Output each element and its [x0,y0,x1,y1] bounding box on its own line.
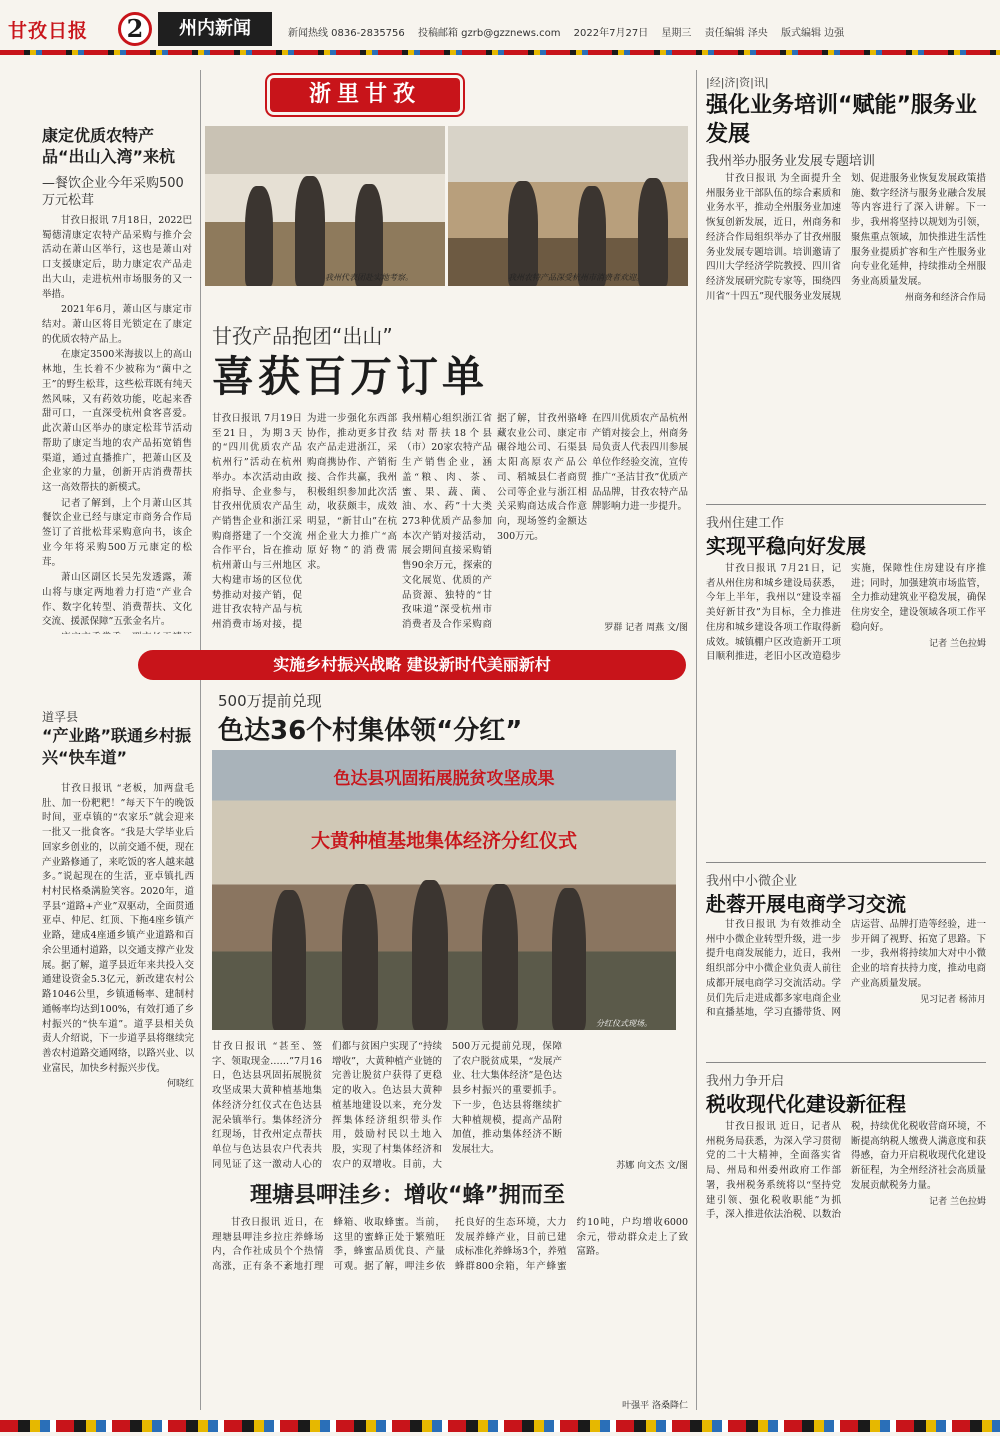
seda-col-2: 们都与贫困户实现了“持续增收”，大黄种植产业链的完善让脱贫户获得了更稳定的收入。色达县大黄种植基地建设以来，充分发挥集体经济组织带头作用，鼓励村民以土地入股，实现了村集体经济和农户的双增收。目前，大 [332,1041,442,1170]
daofu-kicker: 道孚县 [42,710,79,724]
rural-revitalization-banner: 实施乡村振兴战略 建设新时代美丽新村 [138,650,686,680]
hotline: 新闻热线 0836-2835756 [288,28,405,39]
divider [706,862,986,863]
person-figure [482,884,518,1030]
ceremony-sign-line-2: 大黄种植基地集体经济分红仪式 [310,830,577,852]
paragraph: 甘孜日报讯 为全面提升全州服务业干部队伍的综合素质和业务水平，推动全州服务业加速恢复创新发展，近日，州商务和经济合作局组织举办了甘孜州服务业发展专题培训。培训邀请了四川大学经济学院教授、四川省经济发展研究院专家等，围绕四川省“十四五”现代服务业发展规划、促进服务业恢复发展政策措施、数字经济与服务业融合发展等内容进行了深入讲解。下一步，我州将坚持以规划为引领，聚焦重点领域，加快推进生活性服务业提质扩容和生产性服务业向专业化延伸，持续推动全州服务业高质量发展。 [706,173,986,302]
column-rule [696,70,697,1410]
ecommerce-headline: 赴蓉开展电商学习交流 [706,892,906,916]
paragraph: 2021年6月，萧山区与康定市结对。萧山区将目光锁定在了康定的优质农特产品上。 [42,304,192,345]
daofu-body [42,782,194,1392]
ganzi-col-4: 据了解，甘孜州骆峰藏农业公司、康定市碾谷地公司、石渠县太阳高原农产品公司、稻城县仁者商贸公司等企业与浙江相关采购商达成合作意向，现场签约金额达300万元。 [497,413,587,542]
masthead [0,0,1000,56]
masthead-stripe [0,50,1000,55]
ecommerce-byline: 见习记者 杨沛月 [920,994,986,1005]
kangding-headline: 康定优质农特产品“出山入湾”来杭 [42,126,176,166]
housing-kicker: 我州住建工作 [706,516,785,531]
ceremony-sign-line-1: 色达县巩固拓展脱贫攻坚成果 [333,769,555,789]
economic-news-tag: |经|济|资|讯| [706,76,769,89]
zheli-ganzi-banner: 浙里甘孜 [270,78,460,112]
paragraph [42,631,192,634]
tax-byline: 记者 兰色拉姆 [929,1196,986,1207]
training-headline: 强化业务培训“赋能”服务业发展 [706,93,977,147]
paragraph: 甘孜日报讯 为有效推动全州中小微企业转型升级，进一步提升电商发展能力，近日，我州组织部分中小微企业负责人前往成都开展电商学习交流活动。学员们先后走进成都多家电商企业和直播基地，学习直播带货、网店运营、品牌打造等经验，进一步开阔了视野、拓宽了思路。下一步，我州将持续加大对中小微企业的培育扶持力度，推动电商产业高质量发展。 [706,919,986,1019]
ganzi-headline: 喜获百万订单 [212,352,489,401]
training-body [706,172,986,492]
seda-byline: 苏娜 向文杰 文/图 [616,1161,688,1171]
paragraph: 甘孜日报讯 近日，在理塘县呷洼乡拉庄养蜂场内，合作社成员个个热情高涨，正有条不紊地打理蜂箱、收取蜂蜜。当前，这里的蜜蜂正处于繁殖旺季，蜂蜜品质优良、产量可观。据了解，呷洼乡依托良好的生态环境，大力发展养蜂产业，目前已建成标准化养蜂场3个，养殖蜂群800余箱，年产蜂蜜约10吨，户均增收6000余元，带动群众走上了致富路。 [212,1217,688,1273]
training-subtitle: 我州举办服务业发展专题培训 [706,154,876,169]
litang-headline: 理塘县呷洼乡：增收“蜂”拥而至 [250,1183,565,1208]
seda-kicker: 500万提前兑现 [218,692,322,710]
person-figure [638,178,668,286]
kangding-subtitle: —餐饮企业今年采购500万元松茸 [42,176,184,208]
litang-byline: 叶强平 洛桑降仁 [622,1401,688,1411]
paragraph: 甘孜日报讯 近日，记者从州税务局获悉，为深入学习贯彻党的二十大精神，全面落实省局、州局和州委州政府工作部署，我州税务系统将以“坚持党建引领、强化税收职能”为抓手，深入推进依法治税、以数治税，持续优化税收营商环境，不断提高纳税人缴费人满意度和获得感，奋力开启税收现代化建设新征程，为全州经济社会高质量发展贡献税务力量。 [706,1121,986,1221]
newspaper-name: 甘孜日报 [8,20,89,42]
masthead-meta [288,24,854,39]
person-figure [295,176,325,286]
daofu-byline: 何晓红 [166,1079,194,1090]
ecommerce-body [706,918,986,1053]
page-number: 2 [118,12,152,46]
ganzi-col-1: 甘孜日报讯 7月19日至21日，为期3天的“四川优质农产品杭州行”活动在杭州举办。本次活动由政府指导、企业参与，甘孜州优质农产品生产销售企业和浙江采购商搭建了一个交流合作平台，旨在推动杭州萧山与三州地区大构建市场的区位优势推动对接产销，促进甘孜农特产品与杭州消费市场对接，提 [212,413,302,631]
paragraph: 萧山区副区长吴先发透露，萧山将与康定两地着力打造“产业合作、数字化转型、消费帮扶、文化交流、援派保障”五张金名片。 [42,572,192,628]
person-figure [355,184,383,286]
person-figure [272,890,306,1030]
person-figure [245,186,273,286]
ganzi-byline: 罗群 记者 周燕 文/图 [604,623,688,633]
ganzi-col-5: 在四川优质农产品杭州产销对接会上，州商务局负责人代表四川参展单位作经验交流，宣传推广“圣洁甘孜”优质产品品牌，甘孜农特产品牌影响力进一步提升。 [592,413,688,513]
photo-consumers [448,126,688,286]
daofu-headline [42,708,202,768]
divider [706,504,986,505]
photo-inspection [205,126,445,286]
ganzi-kicker: 甘孜产品抱团“出山” [212,324,393,348]
paragraph: 甘孜日报讯 “老板，加两盘毛肚、加一份粑粑！”每天下午的晚饭时间，亚卓镇的“农家乐”就会迎来一批又一批食客。“我是大学毕业后回家乡创业的，以前交通不便，现在产业路修通了，来吃饭的客人越来越多。”说起现在的生活，亚卓镇扎西村村民格桑满脸笑容。2020年，道孚县“道路+产业”双驱动，全面贯通亚卓、仲尼、红顶、下拖4座乡镇产业路，建成4座通乡镇产业道路和百余公里通村道路，以交通支撑产业发展。据了解，道孚县近年来共投入交通建设资金5.3亿元，新改建农村公路1046公里，乡镇通畅率、建制村通畅率均达到100%，有效打通了乡村振兴的“快车道”。道孚县相关负责人介绍说，下一步道孚县将继续完善农村道路交通网络，以路兴业、以业富民，加快乡村振兴步伐。 [42,783,194,1074]
person-figure [552,888,586,1030]
person-figure [578,186,606,286]
designer: 版式编辑 边强 [780,28,845,39]
date: 2022年7月27日 [573,28,649,39]
photo-caption: 我州农特产品深受杭州市消费者欢迎。 [508,273,644,282]
person-figure [412,880,448,1030]
paragraph: 甘孜日报讯 7月18日，2022巴蜀德清康定农特产品采购与推介会活动在萧山区举行，这也是萧山对口支援康定后，助力康定农产品走出大山，走进杭州市场服务的又一举措。 [42,215,192,300]
person-figure [342,884,378,1030]
seda-col-1: 甘孜日报讯 “甚至、签字、领取现金……”7月16日，色达县巩固拓展脱贫攻坚成果大黄种植基地集体经济分红仪式在色达县泥朵镇举行。集体经济分红现场，甘孜州定点帮扶单位与色达县农户代表共同见证了这一激动人心的 [212,1041,322,1170]
seda-headline: 色达36个村集体领“分红” [218,716,523,746]
litang-body [212,1216,688,1386]
training-byline: 州商务和经济合作局 [904,292,986,303]
kangding-body [42,214,192,634]
housing-byline: 记者 兰色拉姆 [929,638,986,649]
editor: 责任编辑 泽央 [704,28,768,39]
photo-caption: 我州代表团赴实地考察。 [325,273,413,282]
section-name: 州内新闻 [158,12,272,46]
weekday: 星期三 [661,28,692,39]
daofu-title: “产业路”联通乡村振兴“快车道” [42,726,192,767]
ganzi-col-2: 为进一步强化东西部协作，推动更多甘孜农产品走进浙江，采购商携协作、产销衔接、合作共赢，我州积极组织参加此次活动，收获颇丰，成效明显，“新甘山”在杭州企业大力推广“高原好物”的消费需求。 [307,413,397,572]
tax-kicker: 我州力争开启 [706,1074,785,1089]
divider [706,1062,986,1063]
footer-stripe [0,1420,1000,1432]
person-figure [508,181,538,286]
ecommerce-kicker: 我州中小微企业 [706,874,798,889]
paragraph: 甘孜日报讯 7月21日，记者从州住房和城乡建设局获悉，今年上半年，我州以“建设幸福美好新甘孜”为目标，全力推进住房和城乡建设各项工作取得新成效。城镇棚户区改造新开工项目顺利推进，老旧小区改造稳步实施，保障性住房建设有序推进；同时，加强建筑市场监管，全力推动建筑业平稳发展，确保住房安全，建设领域各项工作平稳向好。 [706,563,986,663]
tax-headline: 税收现代化建设新征程 [706,1092,906,1116]
photo-caption: 分红仪式现场。 [596,1019,652,1028]
email: 投稿邮箱 gzrb@gzznews.com [417,28,561,39]
photo-dividend-ceremony [212,750,676,1030]
seda-col-3: 500万元提前兑现，保障了农户脱贫成果，“发展产业、壮大集体经济”是色达县乡村振兴的重要抓手。下一步，色达县将继续扩大种植规模，提高产品附加值，推动集体经济不断发展壮大。 [452,1041,562,1156]
paragraph: 记者了解到，上个月萧山区其餐饮企业已经与康定市商务合作局签订了首批松茸采购意向书，该企业今年将采购500万元康定的松茸。 [42,497,192,568]
housing-body [706,562,986,852]
paragraph: 在康定3500米海拔以上的高山林地，生长着不少被称为“菌中之王”的野生松茸，这些松茸既有纯天然风味，又有药效功能，吃起来香甜可口，一直深受杭州食客喜爱。此次萧山区举办的康定松茸节活动帮助了康定当地的农产品拓宽销售渠道，通过直播推广，把萧山区及企业家的力量，创新开店消费帮扶这一高效帮扶的新模式。 [42,349,192,493]
housing-headline: 实现平稳向好发展 [706,534,866,558]
ganzi-col-3: 我州精心组织浙江省结对帮扶18个县（市）20家农特产品生产销售企业，涵盖“粮、肉、茶、蜜、果、蔬、菌、油、水、药”十大类273种优质产品参加本次产销对接活动，展会期间直接采购销售90余万元，探索的文化展览、优质的产品资源、独特的“甘孜味道”深受杭州市消费者及合作采购商 [402,413,492,631]
tax-body [706,1120,986,1410]
